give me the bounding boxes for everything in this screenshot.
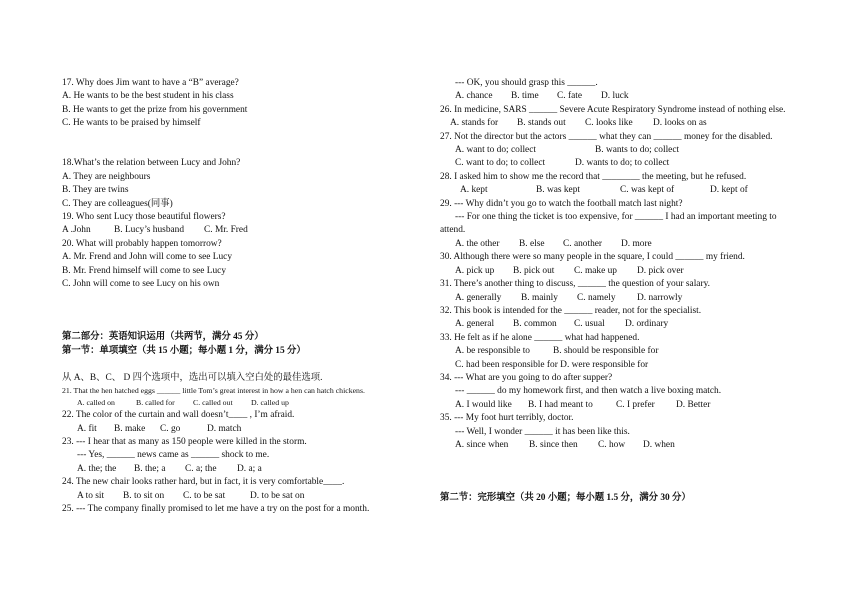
q24-option-d: D. to be sat on — [250, 490, 305, 501]
q23-option-b: B. the; a — [134, 463, 166, 474]
q26-option-c: C. looks like — [585, 118, 633, 129]
q31-option-d: D. narrowly — [637, 292, 683, 303]
q23-stem: 23. --- I hear that as many as 150 people were killed in the storm. — [62, 436, 307, 447]
q18-option-c: C. They are colleagues(同事) — [62, 198, 173, 209]
q29-options — [440, 238, 800, 251]
q20-option-c: C. John will come to see Lucy on his own — [62, 279, 220, 290]
q34-option-b: B. I had meant to — [528, 399, 593, 410]
q30-stem: 30. Although there were so many people in the square, I could ______ my friend. — [440, 252, 745, 263]
q25-option-d: D. luck — [601, 91, 629, 102]
q26-option-a: A. stands for — [450, 118, 499, 129]
q31-stem: 31. There’s another thing to discuss, ______ the question of your salary. — [440, 279, 711, 290]
q27-options-row2 — [440, 157, 800, 170]
q21-option-c: C. called out — [193, 398, 233, 408]
q27-option-a: A. want to do; collect — [455, 145, 536, 156]
q20-option-b: B. Mr. Frend himself will come to see Lucy — [62, 265, 227, 276]
q34-option-d: D. Better — [676, 399, 711, 410]
q17-option-c: C. He wants to be praised by himself — [62, 118, 201, 129]
q21-option-b: B. called for — [136, 398, 175, 408]
q34-options — [440, 399, 800, 412]
q26-option-d: D. looks on as — [653, 118, 707, 129]
q17-stem: 17. Why does Jim want to have a “B” average? — [62, 78, 239, 88]
q22-stem: 22. The color of the curtain and wall doesn’t____ , I’m afraid. — [62, 410, 295, 421]
q28-option-d: D. kept of — [710, 185, 748, 196]
instruction: 从 A、B、C、 D 四个选项中，选出可以填入空白处的最佳选项. — [62, 372, 323, 383]
q21-option-d: D. called up — [251, 398, 289, 408]
q34-option-a: A. I would like — [455, 399, 512, 410]
q27-option-d: D. wants to do; to collect — [575, 158, 670, 169]
section2-title: 第二节：完形填空（共 20 小题；每小题 1.5 分，满分 30 分） — [440, 493, 691, 504]
q32-option-c: C. usual — [574, 319, 605, 330]
q18-option-a: A. They are neighbours — [62, 171, 151, 182]
q23-line2: --- Yes, ______ news came as ______ shock to me. — [77, 450, 270, 461]
q23-option-d: D. a; a — [237, 463, 262, 474]
q27-option-b: B. wants to do; collect — [595, 145, 680, 156]
q30-option-a: A. pick up — [455, 265, 495, 276]
q25-option-a: A. chance — [455, 91, 493, 102]
q28-stem: 28. I asked him to show me the record that ________ the meeting, but he refused. — [440, 171, 747, 182]
q35-stem: 35. --- My foot hurt terribly, doctor. — [440, 413, 574, 424]
q27-option-c: C. want to do; to collect — [455, 158, 546, 169]
q18-option-b: B. They are twins — [62, 185, 129, 196]
q32-options — [440, 318, 800, 331]
q33-option-b: B. should be responsible for — [553, 346, 659, 357]
q24-options — [62, 490, 412, 503]
q32-option-a: A. general — [455, 319, 495, 330]
q21-option-a: A. called on — [77, 398, 115, 408]
q33-option-a: A. be responsible to — [455, 346, 530, 357]
q34-option-c: C. I prefer — [616, 399, 655, 410]
q24-option-b: B. to sit on — [123, 490, 165, 501]
q23-option-c: C. a; the — [185, 463, 217, 474]
q19-stem: 19. Who sent Lucy those beautiful flowers? — [62, 212, 226, 223]
q24-option-a: A to sit — [77, 490, 105, 501]
q19-options — [62, 224, 412, 237]
q25-option-b: B. time — [511, 91, 539, 102]
q27-stem: 27. Not the director but the actors ______ what they can ______ money for the disabled. — [440, 131, 773, 142]
q28-option-b: B. was kept — [536, 185, 581, 196]
q32-option-d: D. ordinary — [625, 319, 669, 330]
q35-option-b: B. since then — [529, 439, 578, 450]
q33-stem: 33. He felt as if he alone ______ what had happened. — [440, 332, 640, 343]
q21-stem: 21. That the hen hatched eggs ______ little Tom’s great interest in how a hen can hatch chickens. — [62, 386, 365, 396]
q31-option-c: C. namely — [577, 292, 616, 303]
q24-stem: 24. The new chair looks rather hard, but in fact, it is very comfortable____. — [62, 477, 345, 488]
q23-option-a: A. the; the — [77, 463, 117, 474]
section1-title: 第一节：单项填空（共 15 小题；每小题 1 分，满分 15 分） — [62, 345, 306, 356]
q25-option-c: C. fate — [557, 91, 582, 102]
q22-option-c: C. go — [160, 423, 181, 434]
q28-option-c: C. was kept of — [620, 185, 675, 196]
q20-stem: 20. What will probably happen tomorrow? — [62, 238, 222, 249]
right-column — [440, 77, 800, 506]
q21-options — [62, 397, 412, 409]
q35-options — [440, 439, 800, 452]
q26-option-b: B. stands out — [517, 118, 566, 129]
q25-line2: --- OK, you should grasp this ______. — [455, 78, 598, 88]
q33-options-row1 — [440, 345, 800, 358]
q22-option-b: B. make — [114, 423, 146, 434]
q24-option-c: C. to be sat — [183, 490, 226, 501]
q22-option-d: D. match — [207, 423, 242, 434]
q35-option-a: A. since when — [455, 439, 509, 450]
q28-option-a: A. kept — [460, 185, 488, 196]
q32-option-b: B. common — [513, 319, 557, 330]
q29-line2: --- For one thing the ticket is too expensive, for ______ I had an important meeting to attend. — [440, 212, 777, 236]
q29-option-a: A. the other — [455, 238, 500, 249]
q28-options — [440, 184, 800, 197]
q30-option-d: D. pick over — [637, 265, 684, 276]
q29-option-c: C. another — [563, 238, 603, 249]
q31-options — [440, 292, 800, 305]
left-column — [62, 77, 412, 516]
part2-title: 第二部分：英语知识运用（共两节，满分 45 分） — [62, 332, 264, 343]
q32-stem: 32. This book is intended for the ______ reader, not for the specialist. — [440, 305, 702, 316]
q18-stem: 18.What’s the relation between Lucy and John? — [62, 158, 241, 169]
q35-option-d: D. when — [643, 439, 675, 450]
q26-stem: 26. In medicine, SARS ______ Severe Acute Respiratory Syndrome instead of nothing else. — [440, 104, 786, 115]
q22-options — [62, 423, 412, 436]
q30-option-c: C. make up — [574, 265, 617, 276]
q29-option-b: B. else — [519, 238, 545, 249]
q30-options — [440, 265, 800, 278]
q35-line2: --- Well, I wonder ______ it has been like this. — [455, 426, 630, 437]
q35-option-c: C. how — [598, 439, 626, 450]
q30-option-b: B. pick out — [513, 265, 555, 276]
q33-options-row2: C. had been responsible for D. were responsible for — [455, 359, 649, 370]
q29-stem: 29. --- Why didn’t you go to watch the football match last night? — [440, 198, 683, 209]
q25-options — [440, 90, 800, 103]
q20-option-a: A. Mr. Frend and John will come to see Lucy — [62, 252, 233, 263]
q26-options — [440, 117, 800, 130]
q19-option-b: B. Lucy’s husband — [114, 225, 185, 236]
q34-line2: --- ______ do my homework first, and then watch a live boxing match. — [455, 386, 722, 397]
q19-option-c: C. Mr. Fred — [204, 225, 248, 236]
q23-options — [62, 463, 412, 476]
q17-option-b: B. He wants to get the prize from his government — [62, 104, 248, 115]
q31-option-a: A. generally — [455, 292, 502, 303]
q27-options-row1 — [440, 144, 800, 157]
q17-option-a: A. He wants to be the best student in his class — [62, 91, 234, 102]
q25-stem: 25. --- The company finally promised to let me have a try on the post for a month. — [62, 503, 370, 514]
q34-stem: 34. --- What are you going to do after supper? — [440, 372, 613, 383]
q31-option-b: B. mainly — [521, 292, 558, 303]
q19-option-a: A .John — [62, 225, 91, 236]
q29-option-d: D. more — [621, 238, 652, 249]
q22-option-a: A. fit — [77, 423, 97, 434]
